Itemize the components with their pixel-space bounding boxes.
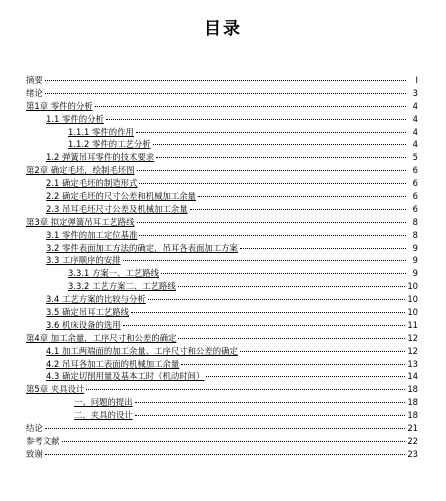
- toc-dot-leader: [135, 402, 406, 403]
- toc-entry[interactable]: [26, 293, 418, 306]
- toc-entry-page-number: 10: [407, 294, 418, 305]
- toc-entry-label: 1.1 零件的分析: [46, 113, 104, 124]
- toc-dot-leader: [137, 170, 407, 171]
- toc-entry-label: 3.4 工艺方案的比较与分析: [46, 294, 146, 305]
- toc-entry-page-number: 9: [412, 268, 418, 279]
- toc-entry-label: 2.1 确定毛坯的制造形式: [46, 178, 138, 189]
- toc-entry-page-number: 4: [412, 100, 418, 111]
- toc-entry-label: 4.2 吊耳各加工表面的机械加工余量: [46, 358, 180, 369]
- toc-entry-label: 绪论: [26, 87, 43, 98]
- toc-entry-page-number: 3: [412, 87, 418, 98]
- toc-entry-page-number: 10: [407, 281, 418, 292]
- toc-entry-page-number: 6: [412, 191, 418, 202]
- toc-entry-label: 第4章 加工余量，工序尺寸和公差的确定: [26, 332, 177, 343]
- toc-entry[interactable]: [26, 280, 418, 293]
- toc-dot-leader: [156, 157, 406, 158]
- toc-dot-leader: [123, 325, 406, 326]
- toc-entry-page-number: 9: [412, 255, 418, 266]
- toc-entry-page-number: 4: [412, 113, 418, 124]
- toc-entry[interactable]: [26, 435, 418, 448]
- toc-dot-leader: [45, 454, 406, 455]
- toc-entry-page-number: 23: [407, 448, 418, 459]
- toc-dot-leader: [106, 119, 406, 120]
- toc-entry-page-number: 18: [407, 384, 418, 395]
- toc-dot-leader: [123, 260, 406, 261]
- toc-entry[interactable]: [26, 409, 418, 422]
- toc-entry-page-number: 4: [412, 126, 418, 137]
- toc-dot-leader: [240, 351, 405, 352]
- toc-entry-label: 3.3.1 方案一、工艺路线: [68, 268, 159, 279]
- toc-dot-leader: [178, 338, 405, 339]
- toc-entry-page-number: 5: [412, 152, 418, 163]
- toc-entry[interactable]: [26, 151, 418, 164]
- toc-entry-label: 二、夹具的设计: [74, 410, 133, 421]
- toc-entry-page-number: 21: [407, 423, 418, 434]
- toc-dot-leader: [86, 389, 405, 390]
- toc-entry-page-number: 11: [407, 319, 418, 330]
- toc-entry[interactable]: [26, 254, 418, 267]
- toc-entry-label: 第5章 夹具设计: [26, 384, 85, 395]
- toc-entry-label: 3.1 零件的加工定位基准: [46, 229, 138, 240]
- toc-dot-leader: [148, 299, 406, 300]
- toc-entry-label: 4.1 加工两端面的加工余量、工序尺寸和公差的确定: [46, 345, 238, 356]
- toc-entry[interactable]: [26, 267, 418, 280]
- toc-entry[interactable]: [26, 383, 418, 396]
- toc-entry[interactable]: [26, 190, 418, 203]
- toc-entry-page-number: 13: [407, 358, 418, 369]
- toc-dot-leader: [161, 273, 406, 274]
- toc-entry-page-number: 4: [412, 139, 418, 150]
- toc-entry-page-number: 10: [407, 307, 418, 318]
- toc-entry-label: 参考文献: [26, 435, 60, 446]
- toc-dot-leader: [62, 441, 406, 442]
- toc-dot-leader: [153, 144, 406, 145]
- toc-entry[interactable]: [26, 396, 418, 409]
- toc-entry-label: 1.1.1 零件的作用: [68, 126, 134, 137]
- toc-entry-page-number: 8: [412, 216, 418, 227]
- toc-dot-leader: [198, 196, 406, 197]
- toc-entry-label: 2.2 确定毛坯的尺寸公差和机械加工余量: [46, 191, 196, 202]
- toc-entry-page-number: 6: [412, 178, 418, 189]
- toc-entry-label: 3.5 确定吊耳工艺路线: [46, 307, 129, 318]
- toc-entry[interactable]: [26, 216, 418, 229]
- toc-entry[interactable]: [26, 319, 418, 332]
- toc-entry[interactable]: [26, 332, 418, 345]
- toc-entry[interactable]: [26, 177, 418, 190]
- toc-entry-page-number: 14: [407, 371, 418, 382]
- toc-entry-page-number: I: [415, 75, 418, 85]
- toc-dot-leader: [240, 248, 406, 249]
- toc-dot-leader: [137, 222, 407, 223]
- toc-entry-page-number: 18: [407, 397, 418, 408]
- toc-dot-leader: [95, 106, 406, 107]
- toc-entry[interactable]: [26, 358, 418, 371]
- toc-entry-label: 致谢: [26, 448, 43, 459]
- toc-entry[interactable]: [26, 345, 418, 358]
- toc-entry[interactable]: [26, 74, 418, 87]
- toc-entry-label: 第2章 确定毛坯，绘制毛坯图: [26, 165, 135, 176]
- toc-entry[interactable]: [26, 229, 418, 242]
- toc-entry[interactable]: [26, 164, 418, 177]
- toc-entry-label: 摘要: [26, 75, 43, 85]
- toc-entry-label: 3.6 机床设备的选用: [46, 319, 121, 330]
- toc-entry[interactable]: [26, 113, 418, 126]
- toc-entry-label: 3.3.2 工艺方案二、工艺路线: [68, 281, 176, 292]
- toc-dot-leader: [206, 376, 405, 377]
- toc-entry-page-number: 6: [412, 203, 418, 214]
- toc-entry-label: 第3章 拟定弹簧吊耳工艺路线: [26, 216, 135, 227]
- toc-entry[interactable]: [26, 370, 418, 383]
- toc-entry-label: 1.1.2 零件的工艺分析: [68, 139, 151, 150]
- toc-entry[interactable]: [26, 87, 418, 100]
- toc-entry-page-number: 9: [412, 242, 418, 253]
- toc-entry-page-number: 6: [412, 165, 418, 176]
- page-title: 目录: [204, 19, 242, 39]
- toc-dot-leader: [139, 183, 406, 184]
- table-of-contents: [26, 74, 418, 461]
- toc-entry-page-number: 18: [407, 410, 418, 421]
- toc-dot-leader: [190, 209, 406, 210]
- toc-entry-label: 3.3 工序顺序的安排: [46, 255, 121, 266]
- toc-entry-label: 第1章 零件的分析: [26, 100, 93, 111]
- toc-dot-leader: [45, 428, 406, 429]
- toc-entry[interactable]: [26, 126, 418, 139]
- toc-dot-leader: [135, 415, 406, 416]
- toc-entry[interactable]: [26, 203, 418, 216]
- toc-dot-leader: [45, 93, 406, 94]
- toc-entry-label: 2.3 吊耳毛坯尺寸公差及机械加工余量: [46, 203, 188, 214]
- toc-dot-leader: [181, 364, 405, 365]
- toc-entry-label: 3.2 零件表面加工方法的确定，吊耳各表面加工方案: [46, 242, 238, 253]
- toc-entry[interactable]: [26, 100, 418, 113]
- toc-entry-label: 1.2 弹簧吊耳零件的技术要求: [46, 152, 155, 163]
- toc-entry[interactable]: [26, 242, 418, 255]
- toc-entry-label: 4.3 确定切削用量及基本工时（机动时间）: [46, 371, 205, 382]
- toc-entry-page-number: 12: [407, 345, 418, 356]
- toc-entry-page-number: 22: [407, 435, 418, 446]
- toc-entry[interactable]: [26, 138, 418, 151]
- toc-dot-leader: [45, 80, 406, 81]
- toc-entry-label: 一、问题的提出: [74, 397, 133, 408]
- toc-dot-leader: [136, 132, 406, 133]
- toc-entry[interactable]: [26, 448, 418, 461]
- toc-entry[interactable]: [26, 306, 418, 319]
- toc-dot-leader: [178, 286, 406, 287]
- toc-entry-page-number: 12: [407, 332, 418, 343]
- toc-entry-page-number: 8: [412, 229, 418, 240]
- toc-entry[interactable]: [26, 422, 418, 435]
- toc-dot-leader: [131, 312, 405, 313]
- toc-dot-leader: [139, 235, 406, 236]
- toc-entry-label: 结论: [26, 423, 43, 434]
